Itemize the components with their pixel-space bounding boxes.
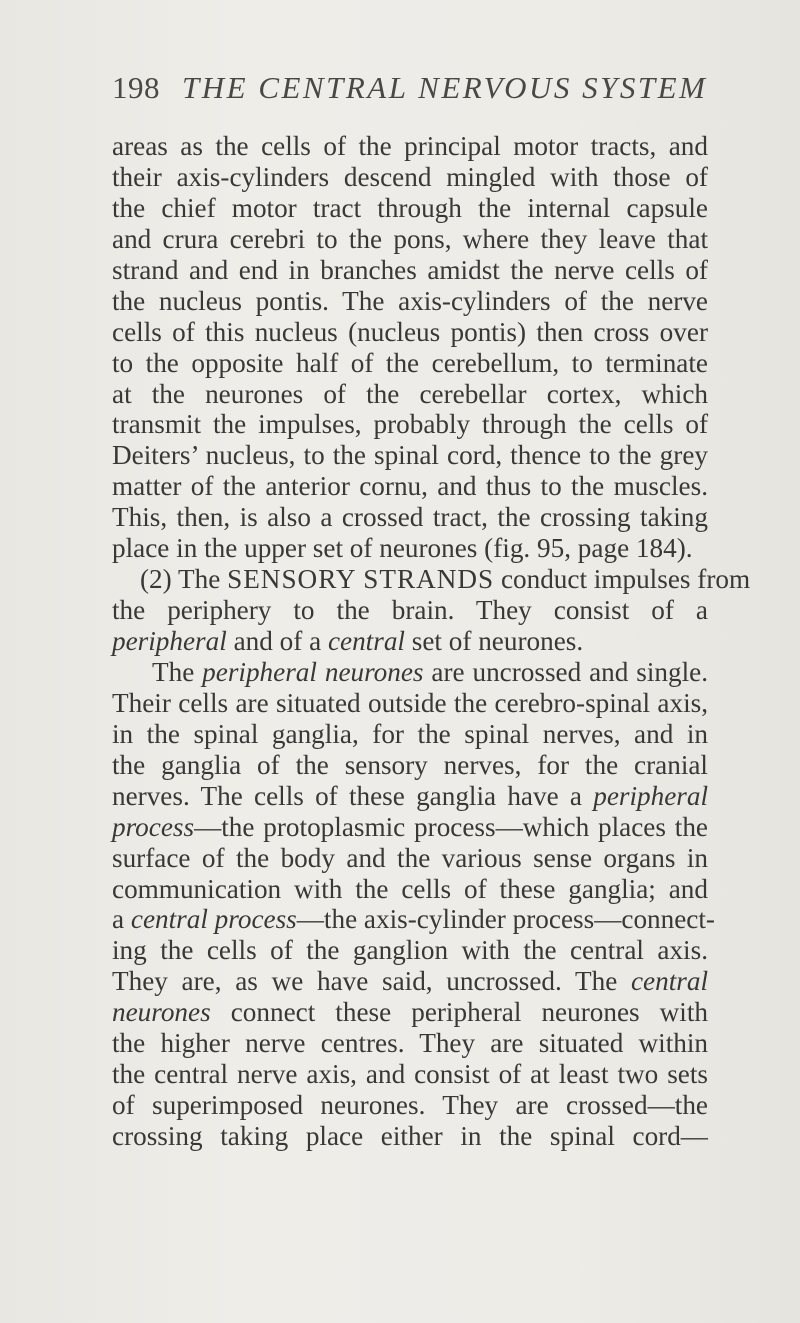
italic-term: process xyxy=(112,811,195,842)
text-line: nerves. The cells of these ganglia have a peripheral xyxy=(112,780,708,811)
text-line: transmit the impulses, probably through the cells of xyxy=(112,409,708,440)
italic-term: central process xyxy=(130,904,297,935)
running-title: THE CENTRAL NERVOUS SYSTEM xyxy=(182,70,708,105)
text-line: This, then, is also a crossed tract, the crossing taking xyxy=(112,502,708,533)
italic-term: peripheral xyxy=(593,780,708,811)
paragraph-start-line: (2) The SENSORY STRANDS conduct impulses from xyxy=(140,564,751,595)
text-line: areas as the cells of the principal motor tracts, and xyxy=(112,131,708,161)
text-line: the ganglia of the sensory nerves, for the cranial xyxy=(112,749,708,780)
text-line: a central process—the axis-cylinder process—connect- xyxy=(112,904,715,935)
page-number: 198 xyxy=(112,70,160,105)
italic-term: central xyxy=(327,626,405,656)
text-line: at the neurones of the cerebellar cortex, which xyxy=(112,378,708,409)
text-line: cells of this nucleus (nucleus pontis) then cross over xyxy=(112,316,708,347)
text-line: strand and end in branches amidst the nerve cells of xyxy=(112,254,708,285)
text-line: Their cells are situated outside the cerebro-spinal axis, xyxy=(112,687,708,718)
text-line: communication with the cells of these ganglia; and xyxy=(112,873,708,904)
text-line: of superimposed neurones. They are crossed—the xyxy=(112,1090,708,1121)
text-line: place in the upper set of neurones (fig. 95, page 184). xyxy=(112,533,693,564)
paragraph-start-line: The peripheral neurones are uncrossed and single. xyxy=(152,656,709,687)
text-line: matter of the anterior cornu, and thus to the muscles. xyxy=(112,471,708,502)
text-line: their axis-cylinders descend mingled with those of xyxy=(112,161,708,192)
text-line: the periphery to the brain. They consist of a xyxy=(112,595,708,626)
text-line: in the spinal ganglia, for the spinal nerves, and in xyxy=(112,718,708,749)
text-line: They are, as we have said, uncrossed. The central xyxy=(112,966,708,997)
italic-term: neurones xyxy=(112,997,211,1028)
body-text xyxy=(112,131,751,1152)
small-caps-term: SENSORY STRANDS xyxy=(227,564,495,595)
text-line: neurones connect these peripheral neurones with xyxy=(112,997,708,1028)
text-line: crossing taking place either in the spinal cord— xyxy=(112,1121,708,1151)
text-line: the central nerve axis, and consist of at least two sets xyxy=(112,1059,708,1090)
text-line: the chief motor tract through the internal capsule xyxy=(112,192,708,223)
text-line: the higher nerve centres. They are situated within xyxy=(112,1028,708,1059)
text-line: and crura cerebri to the pons, where they leave that xyxy=(112,223,708,254)
italic-term: central xyxy=(630,966,708,997)
text-line: surface of the body and the various sense organs in xyxy=(112,842,708,873)
page-header xyxy=(112,68,712,108)
italic-term: peripheral neurones xyxy=(202,656,424,687)
text-line: to the opposite half of the cerebellum, to terminate xyxy=(112,347,708,378)
text-line: process—the protoplasmic process—which places the xyxy=(112,811,708,842)
text-line: the nucleus pontis. The axis-cylinders of the nerve xyxy=(112,285,708,316)
text-line: ing the cells of the ganglion with the central axis. xyxy=(112,935,708,966)
italic-term: peripheral xyxy=(112,626,227,656)
text-line: peripheral and of a central set of neurones. xyxy=(112,626,584,656)
text-line: Deiters’ nucleus, to the spinal cord, thence to the grey xyxy=(112,440,708,471)
